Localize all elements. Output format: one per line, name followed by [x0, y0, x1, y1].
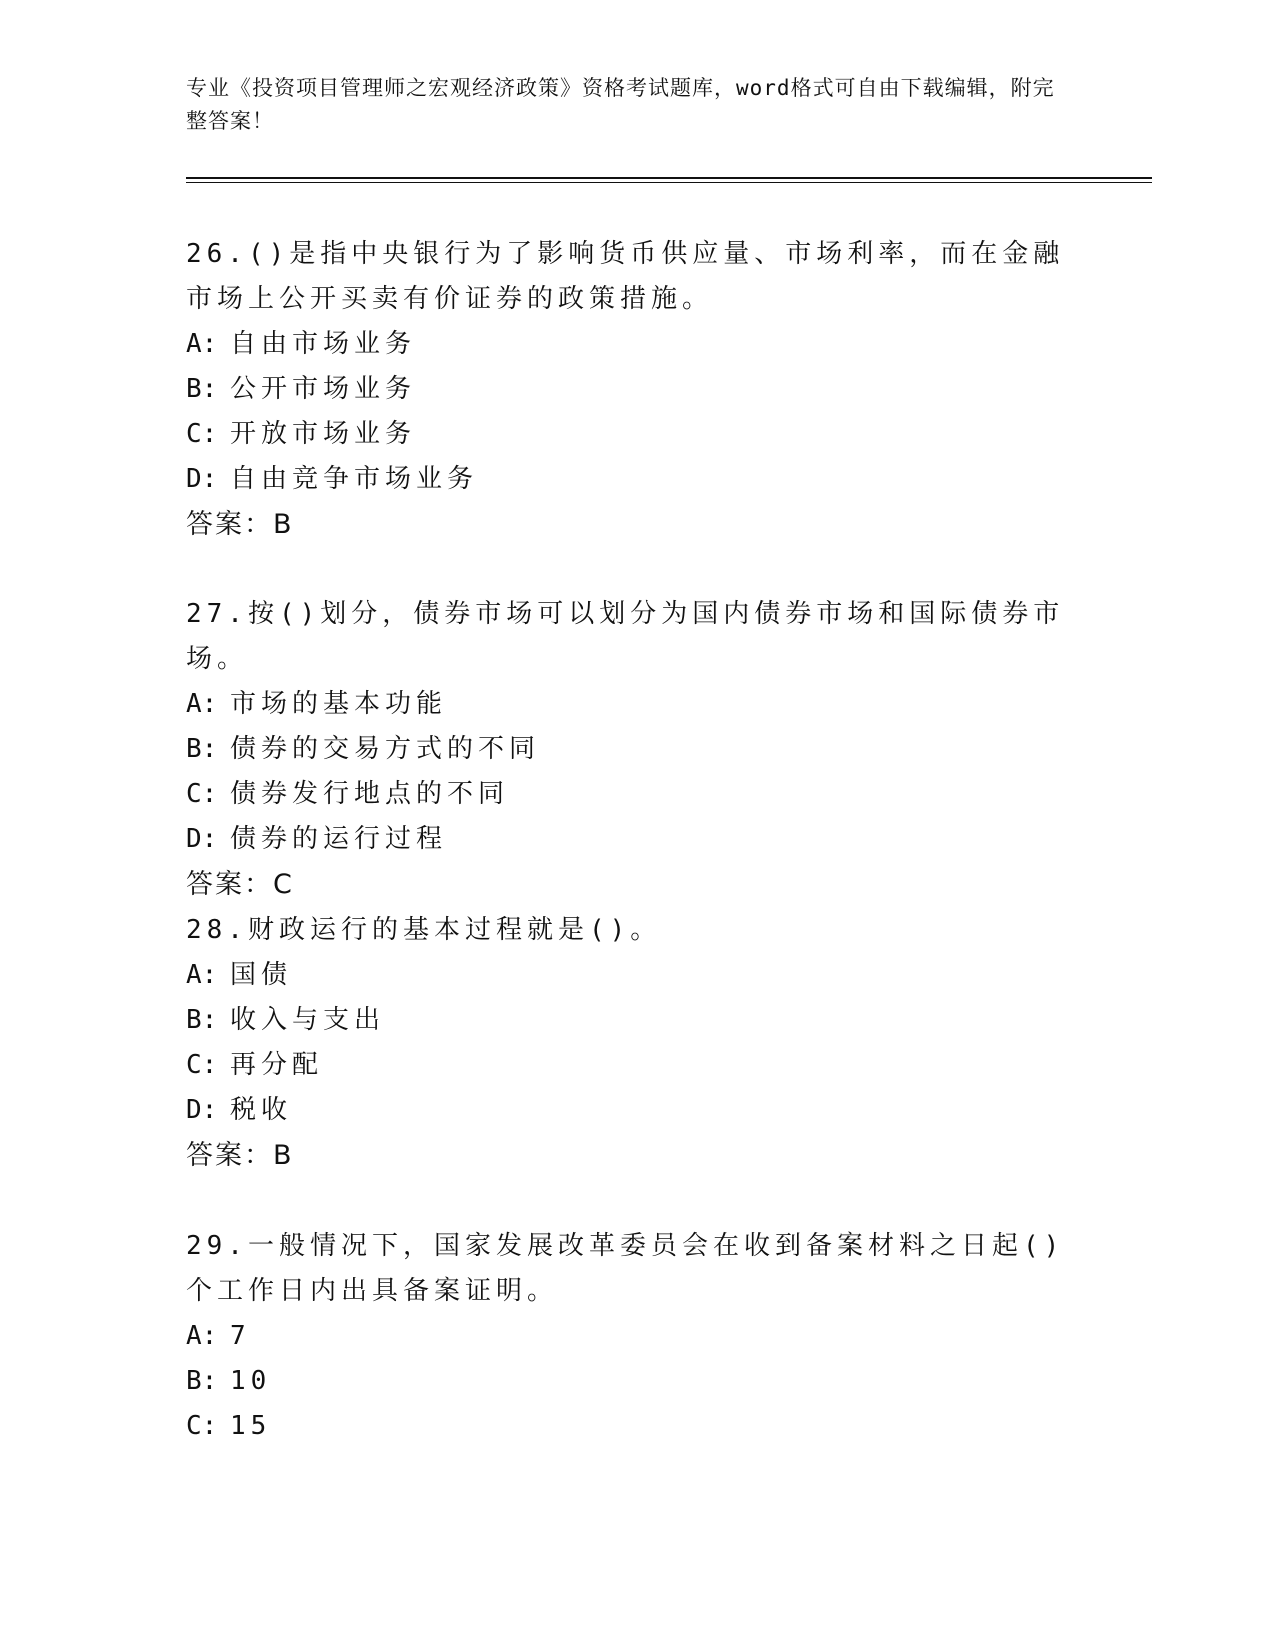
answer: 答案：C — [186, 869, 294, 900]
option-letter: C: — [186, 779, 218, 809]
option-b — [186, 998, 1086, 1043]
option-text: 收入与支出 — [230, 1005, 386, 1035]
option-c — [186, 772, 1086, 817]
option-text: 市场的基本功能 — [230, 689, 448, 719]
option-d — [186, 457, 1086, 502]
question-29 — [186, 1224, 1086, 1449]
option-text: 自由市场业务 — [230, 329, 417, 359]
option-letter: A: — [186, 329, 218, 359]
option-text: 国债 — [230, 960, 293, 990]
option-text: 7 — [230, 1321, 251, 1351]
option-c — [186, 1404, 1086, 1449]
document-header: 专业《投资项目管理师之宏观经济政策》资格考试题库，word格式可自由下载编辑，附完整答案！ — [186, 76, 1055, 133]
option-letter: C: — [186, 1411, 218, 1441]
option-text: 公开市场业务 — [230, 374, 417, 404]
option-letter: D: — [186, 1095, 218, 1125]
option-letter: B: — [186, 734, 218, 764]
option-text: 10 — [230, 1366, 272, 1396]
option-text: 税收 — [230, 1095, 293, 1125]
header-divider-thick — [186, 177, 1152, 179]
option-text: 开放市场业务 — [230, 419, 417, 449]
option-text: 15 — [230, 1411, 272, 1441]
answer: 答案：B — [186, 509, 294, 540]
option-c — [186, 412, 1086, 457]
question-stem: 28.财政运行的基本过程就是()。 — [186, 915, 662, 945]
option-text: 自由竞争市场业务 — [230, 464, 479, 494]
option-letter: D: — [186, 824, 218, 854]
question-28 — [186, 908, 1086, 1178]
question-stem: 29.一般情况下，国家发展改革委员会在收到备案材料之日起()个工作日内出具备案证明。 — [186, 1231, 1065, 1306]
option-c — [186, 1043, 1086, 1088]
option-b — [186, 367, 1086, 412]
option-letter: A: — [186, 960, 218, 990]
answer: 答案：B — [186, 1140, 294, 1171]
option-a — [186, 953, 1086, 998]
option-text: 债券的运行过程 — [230, 824, 448, 854]
question-stem: 27.按()划分，债券市场可以划分为国内债券市场和国际债券市场。 — [186, 599, 1065, 674]
question-26 — [186, 232, 1086, 547]
option-letter: B: — [186, 1366, 218, 1396]
option-letter: A: — [186, 1321, 218, 1351]
option-text: 再分配 — [230, 1050, 324, 1080]
option-letter: B: — [186, 374, 218, 404]
option-text: 债券发行地点的不同 — [230, 779, 510, 809]
option-letter: C: — [186, 419, 218, 449]
option-a — [186, 322, 1086, 367]
option-b — [186, 1359, 1086, 1404]
option-text: 债券的交易方式的不同 — [230, 734, 541, 764]
option-a — [186, 1314, 1086, 1359]
question-stem: 26.()是指中央银行为了影响货币供应量、市场利率，而在金融市场上公开买卖有价证券的政策措施。 — [186, 239, 1065, 314]
option-d — [186, 1088, 1086, 1133]
option-b — [186, 727, 1086, 772]
option-a — [186, 682, 1086, 727]
option-letter: D: — [186, 464, 218, 494]
option-letter: A: — [186, 689, 218, 719]
option-letter: C: — [186, 1050, 218, 1080]
header-divider-thin — [186, 182, 1152, 183]
option-d — [186, 817, 1086, 862]
option-letter: B: — [186, 1005, 218, 1035]
question-27 — [186, 592, 1086, 907]
